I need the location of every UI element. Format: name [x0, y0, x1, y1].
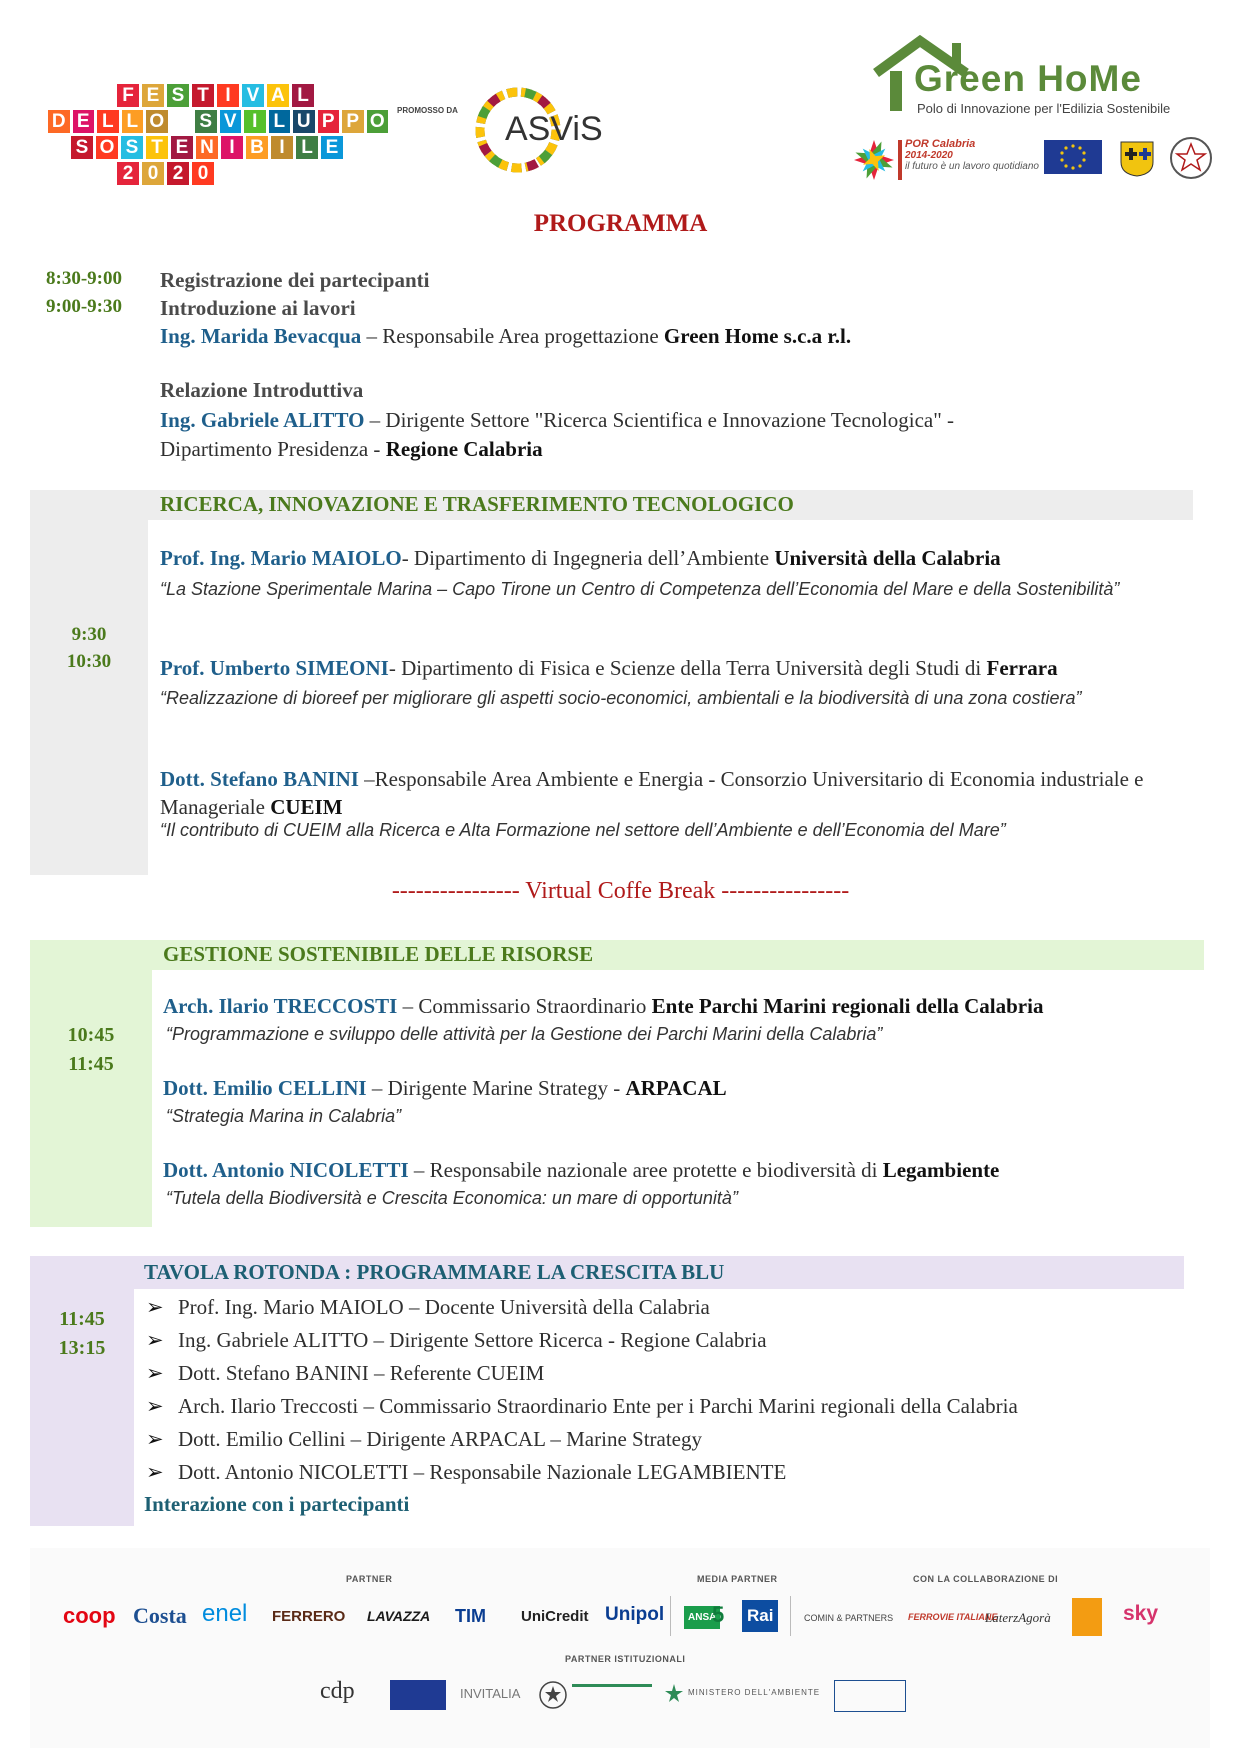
por-line-2: 2014-2020 — [905, 150, 953, 161]
regione-calabria-icon — [1117, 138, 1157, 178]
speaker-name: Dott. Emilio CELLINI — [163, 1076, 367, 1100]
talk-nicoletti: “Tutela della Biodiversità e Crescita Economica: un mare di opportunità” — [166, 1188, 738, 1208]
speaker-org: Università della Calabria — [774, 546, 1001, 570]
section3-time-start: 11:45 — [59, 1308, 105, 1330]
section1-title: RICERCA, INNOVAZIONE E TRASFERIMENTO TECNOLOGICO — [160, 492, 794, 516]
mediaset5-logo: 5 — [712, 1602, 725, 1627]
speaker-cellini — [163, 1076, 727, 1101]
festival-logo — [48, 84, 388, 188]
speaker-name: Prof. Umberto SIMEONI — [160, 656, 389, 680]
festival-logo-letter: D — [48, 110, 70, 133]
collab-label: CON LA COLLABORAZIONE DI — [913, 1574, 1059, 1584]
speaker-role: - Dipartimento di Fisica e Scienze della Terra Università degli Studi di — [388, 656, 987, 680]
festival-logo-letter: F — [117, 84, 139, 107]
round-table-item — [146, 1295, 1206, 1328]
speaker-role: – Dirigente Settore "Ricerca Scientifica e Innovazione Tecnologica" - — [364, 408, 955, 432]
speaker-role: – Commissario Straordinario — [397, 994, 652, 1018]
round-table-item-text: Dott. Stefano BANINI – Referente CUEIM — [178, 1361, 545, 1385]
speaker-role: – Responsabile Area progettazione — [361, 324, 664, 348]
round-table-item-text: Dott. Emilio Cellini – Dirigente ARPACAL – Marine Strategy — [178, 1427, 702, 1451]
round-table-item — [146, 1361, 1206, 1394]
section1-time-column — [30, 490, 148, 875]
green-home-title: Green HoMe — [914, 58, 1142, 99]
coop-logo: coop — [63, 1603, 116, 1628]
por-line-3: il futuro è un lavoro quotidiano — [905, 161, 1039, 172]
speaker-name: Prof. Ing. Mario MAIOLO — [160, 546, 402, 570]
speaker-treccosti — [163, 994, 1208, 1019]
festival-logo-letter: 2 — [117, 162, 139, 185]
festival-logo-letter: I — [271, 136, 293, 159]
por-line-1: POR Calabria — [905, 138, 976, 150]
festival-logo-letter: I — [221, 136, 243, 159]
mibact-logo — [834, 1680, 906, 1712]
round-table-item-text: Ing. Gabriele ALITTO – Dirigente Settore Ricerca - Regione Calabria — [178, 1328, 767, 1352]
festival-logo-letter: O — [96, 136, 118, 159]
section2-time-end: 11:45 — [68, 1053, 114, 1075]
speaker-role: - Dipartimento di Ingegneria dell’Ambiente — [401, 546, 775, 570]
settimana-europea-logo — [1072, 1598, 1102, 1636]
arrow-bullet-icon: ➢ — [146, 1295, 164, 1319]
page-title: PROGRAMMA — [533, 210, 708, 237]
arrow-bullet-icon: ➢ — [146, 1361, 164, 1385]
festival-logo-letter: S — [121, 136, 143, 159]
sky-logo: sky — [1123, 1602, 1159, 1625]
round-table-item — [146, 1427, 1206, 1460]
festival-logo-letter: L — [292, 84, 314, 107]
arrow-bullet-icon: ➢ — [146, 1427, 164, 1451]
speaker-alitto — [160, 406, 1120, 464]
speaker-name: Dott. Stefano BANINI — [160, 767, 359, 791]
talk-cellini: “Strategia Marina in Calabria” — [166, 1106, 402, 1126]
speaker-nicoletti — [163, 1158, 999, 1183]
festival-logo-letter: E — [321, 136, 343, 159]
footer-divider — [670, 1596, 671, 1636]
speaker-org: CUEIM — [270, 795, 343, 819]
repubblica-italiana-emblem-icon — [1168, 135, 1214, 181]
ministero-ambiente-star-icon — [664, 1682, 684, 1706]
rai-logo: Rai — [742, 1600, 778, 1632]
green-home-subtitle: Polo di Innovazione per l'Edilizia Sostenibile — [917, 101, 1171, 116]
festival-logo-letter: U — [293, 110, 315, 133]
relazione-label: Relazione Introduttiva — [160, 378, 364, 402]
arrow-bullet-icon: ➢ — [146, 1394, 164, 1418]
festival-logo-letter: B — [246, 136, 268, 159]
festival-logo-row — [71, 136, 388, 159]
section1-time-end: 10:30 — [66, 651, 112, 672]
festival-logo-letter: 0 — [142, 162, 164, 185]
media-partner-label: MEDIA PARTNER — [697, 1574, 778, 1584]
speaker-org: Ferrara — [986, 656, 1058, 680]
speaker-name: Arch. Ilario TRECCOSTI — [163, 994, 398, 1018]
unicredit-logo: UniCredit — [521, 1608, 589, 1625]
festival-logo-letter: P — [342, 110, 364, 133]
arrow-bullet-icon: ➢ — [146, 1328, 164, 1352]
speaker-org: Legambiente — [882, 1158, 1000, 1182]
ministero-esteri-emblem-icon — [538, 1678, 568, 1712]
ministero-ambiente-logo: MINISTERO DELL'AMBIENTE — [688, 1688, 821, 1697]
festival-logo-letter: 2 — [167, 162, 189, 185]
festival-logo-letter: 0 — [192, 162, 214, 185]
speaker-org: Regione Calabria — [385, 437, 543, 461]
time-registration: 8:30-9:00 — [46, 268, 122, 289]
speaker-role-2: Dipartimento Presidenza - — [160, 437, 386, 461]
section3-time-end: 13:15 — [58, 1337, 106, 1359]
festival-logo-letter: O — [146, 110, 168, 133]
festival-logo-row — [117, 162, 388, 185]
registration-label: Registrazione dei partecipanti — [160, 268, 430, 292]
laterza-logo: LaterzAgorà — [985, 1610, 1051, 1625]
speaker-org: Ente Parchi Marini regionali della Calabria — [651, 994, 1044, 1018]
festival-logo-letter: L — [97, 110, 119, 133]
speaker-simeoni — [160, 656, 1200, 681]
footer-divider — [790, 1596, 791, 1636]
por-flower-icon — [849, 138, 899, 182]
section3-time-column — [30, 1256, 134, 1526]
festival-logo-letter: V — [242, 84, 264, 107]
festival-logo-letter: L — [296, 136, 318, 159]
festival-logo-letter: O — [367, 110, 389, 133]
section2-time-column — [30, 940, 152, 1227]
festival-logo-letter: V — [220, 110, 242, 133]
talk-banini: “Il contributo di CUEIM alla Ricerca e Alta Formazione nel settore dell’Ambiente e dell’Economia del Mare” — [160, 820, 1006, 840]
round-table-item — [146, 1460, 1206, 1493]
festival-logo-letter: I — [244, 110, 266, 133]
festival-logo-letter: E — [171, 136, 193, 159]
speaker-role: – Dirigente Marine Strategy - — [366, 1076, 626, 1100]
section1-time-start: 9:30 — [71, 624, 107, 645]
speaker-org: Green Home s.c.a r.l. — [663, 324, 852, 348]
cdp-logo: cdp — [320, 1678, 355, 1704]
speaker-name: Ing. Marida Bevacqua — [160, 324, 362, 348]
festival-logo-letter: E — [73, 110, 95, 133]
speaker-role: –Responsabile Area Ambiente e Energia - Consorzio Universitario di Economia industriale e Manageriale — [160, 767, 1144, 819]
talk-treccosti: “Programmazione e sviluppo delle attività per la Gestione dei Parchi Marini della Calabria” — [166, 1024, 883, 1044]
speaker-maiolo — [160, 546, 1200, 571]
speaker-banini — [160, 765, 1195, 821]
ministero-esteri-logo — [572, 1684, 652, 1687]
speaker-org: ARPACAL — [625, 1076, 727, 1100]
comin-partners-logo: COMIN & PARTNERS — [804, 1613, 894, 1623]
round-table-item-text: Prof. Ing. Mario MAIOLO – Docente Università della Calabria — [178, 1295, 710, 1319]
por-divider — [898, 140, 902, 180]
section2-time-start: 10:45 — [67, 1024, 115, 1046]
speaker-name: Dott. Antonio NICOLETTI — [163, 1158, 409, 1182]
speaker-name: Ing. Gabriele ALITTO — [160, 408, 365, 432]
commissione-europea-logo — [390, 1680, 446, 1710]
introduction-label: Introduzione ai lavori — [160, 296, 356, 320]
festival-logo-row — [117, 84, 388, 107]
festival-logo-letter: S — [71, 136, 93, 159]
festival-logo-letter — [171, 110, 193, 133]
partner-istituzionali-label: PARTNER ISTITUZIONALI — [565, 1654, 686, 1664]
ferrovie-logo: FERROVIE ITALIANE — [908, 1612, 998, 1622]
talk-maiolo: “La Stazione Sperimentale Marina – Capo Tirone un Centro di Competenza dell’Economia del Mare e della Sostenibilità” — [160, 579, 1120, 599]
festival-logo-letter: S — [195, 110, 217, 133]
ferrero-logo: FERRERO — [272, 1608, 346, 1625]
festival-logo-letter: S — [167, 84, 189, 107]
enel-logo: enel — [202, 1600, 248, 1627]
por-calabria-text — [905, 139, 1039, 172]
festival-logo-row — [48, 110, 388, 133]
round-table-item — [146, 1328, 1206, 1361]
festival-logo-letter: T — [192, 84, 214, 107]
interaction-label: Interazione con i partecipanti — [144, 1492, 410, 1516]
festival-logo-letter: I — [217, 84, 239, 107]
invitalia-logo: INVITALIA — [460, 1686, 521, 1701]
festival-logo-letter: E — [142, 84, 164, 107]
speaker-bevacqua — [160, 324, 851, 349]
speaker-role: – Responsabile nazionale aree protette e biodiversità di — [408, 1158, 883, 1182]
round-table-item-text: Dott. Antonio NICOLETTI – Responsabile Nazionale LEGAMBIENTE — [178, 1460, 787, 1484]
section3-title: TAVOLA ROTONDA : PROGRAMMARE LA CRESCITA BLU — [144, 1260, 725, 1284]
arrow-bullet-icon: ➢ — [146, 1460, 164, 1484]
festival-logo-letter: L — [269, 110, 291, 133]
time-introduction: 9:00-9:30 — [46, 296, 122, 317]
ansa-logo: ANSA — [684, 1606, 720, 1629]
promosso-da-label: PROMOSSO DA — [397, 106, 458, 115]
tim-logo: TIM — [455, 1606, 486, 1626]
festival-logo-letter: N — [196, 136, 218, 159]
festival-logo-letter: P — [318, 110, 340, 133]
section2-title: GESTIONE SOSTENIBILE DELLE RISORSE — [163, 942, 594, 966]
talk-simeoni: “Realizzazione di bioreef per migliorare gli aspetti socio-economici, ambientali e la biodiversità di una zona costiera” — [160, 688, 1082, 708]
eu-flag-icon — [1044, 140, 1102, 174]
round-table-item — [146, 1394, 1206, 1427]
lavazza-logo: LAVAZZA — [367, 1608, 431, 1624]
festival-logo-letter: T — [146, 136, 168, 159]
costa-logo: Costa — [133, 1603, 187, 1628]
unipol-logo: Unipol — [605, 1604, 665, 1625]
festival-logo-letter: L — [122, 110, 144, 133]
round-table-item-text: Arch. Ilario Treccosti – Commissario Straordinario Ente per i Parchi Marini regionali della Calabria — [178, 1394, 1018, 1418]
coffee-break: ---------------- Virtual Coffe Break ---------------- — [391, 878, 850, 904]
partner-label: PARTNER — [346, 1574, 393, 1584]
asvis-logo-text: ASViS — [505, 110, 603, 148]
round-table-list — [146, 1295, 1206, 1493]
festival-logo-letter: A — [267, 84, 289, 107]
